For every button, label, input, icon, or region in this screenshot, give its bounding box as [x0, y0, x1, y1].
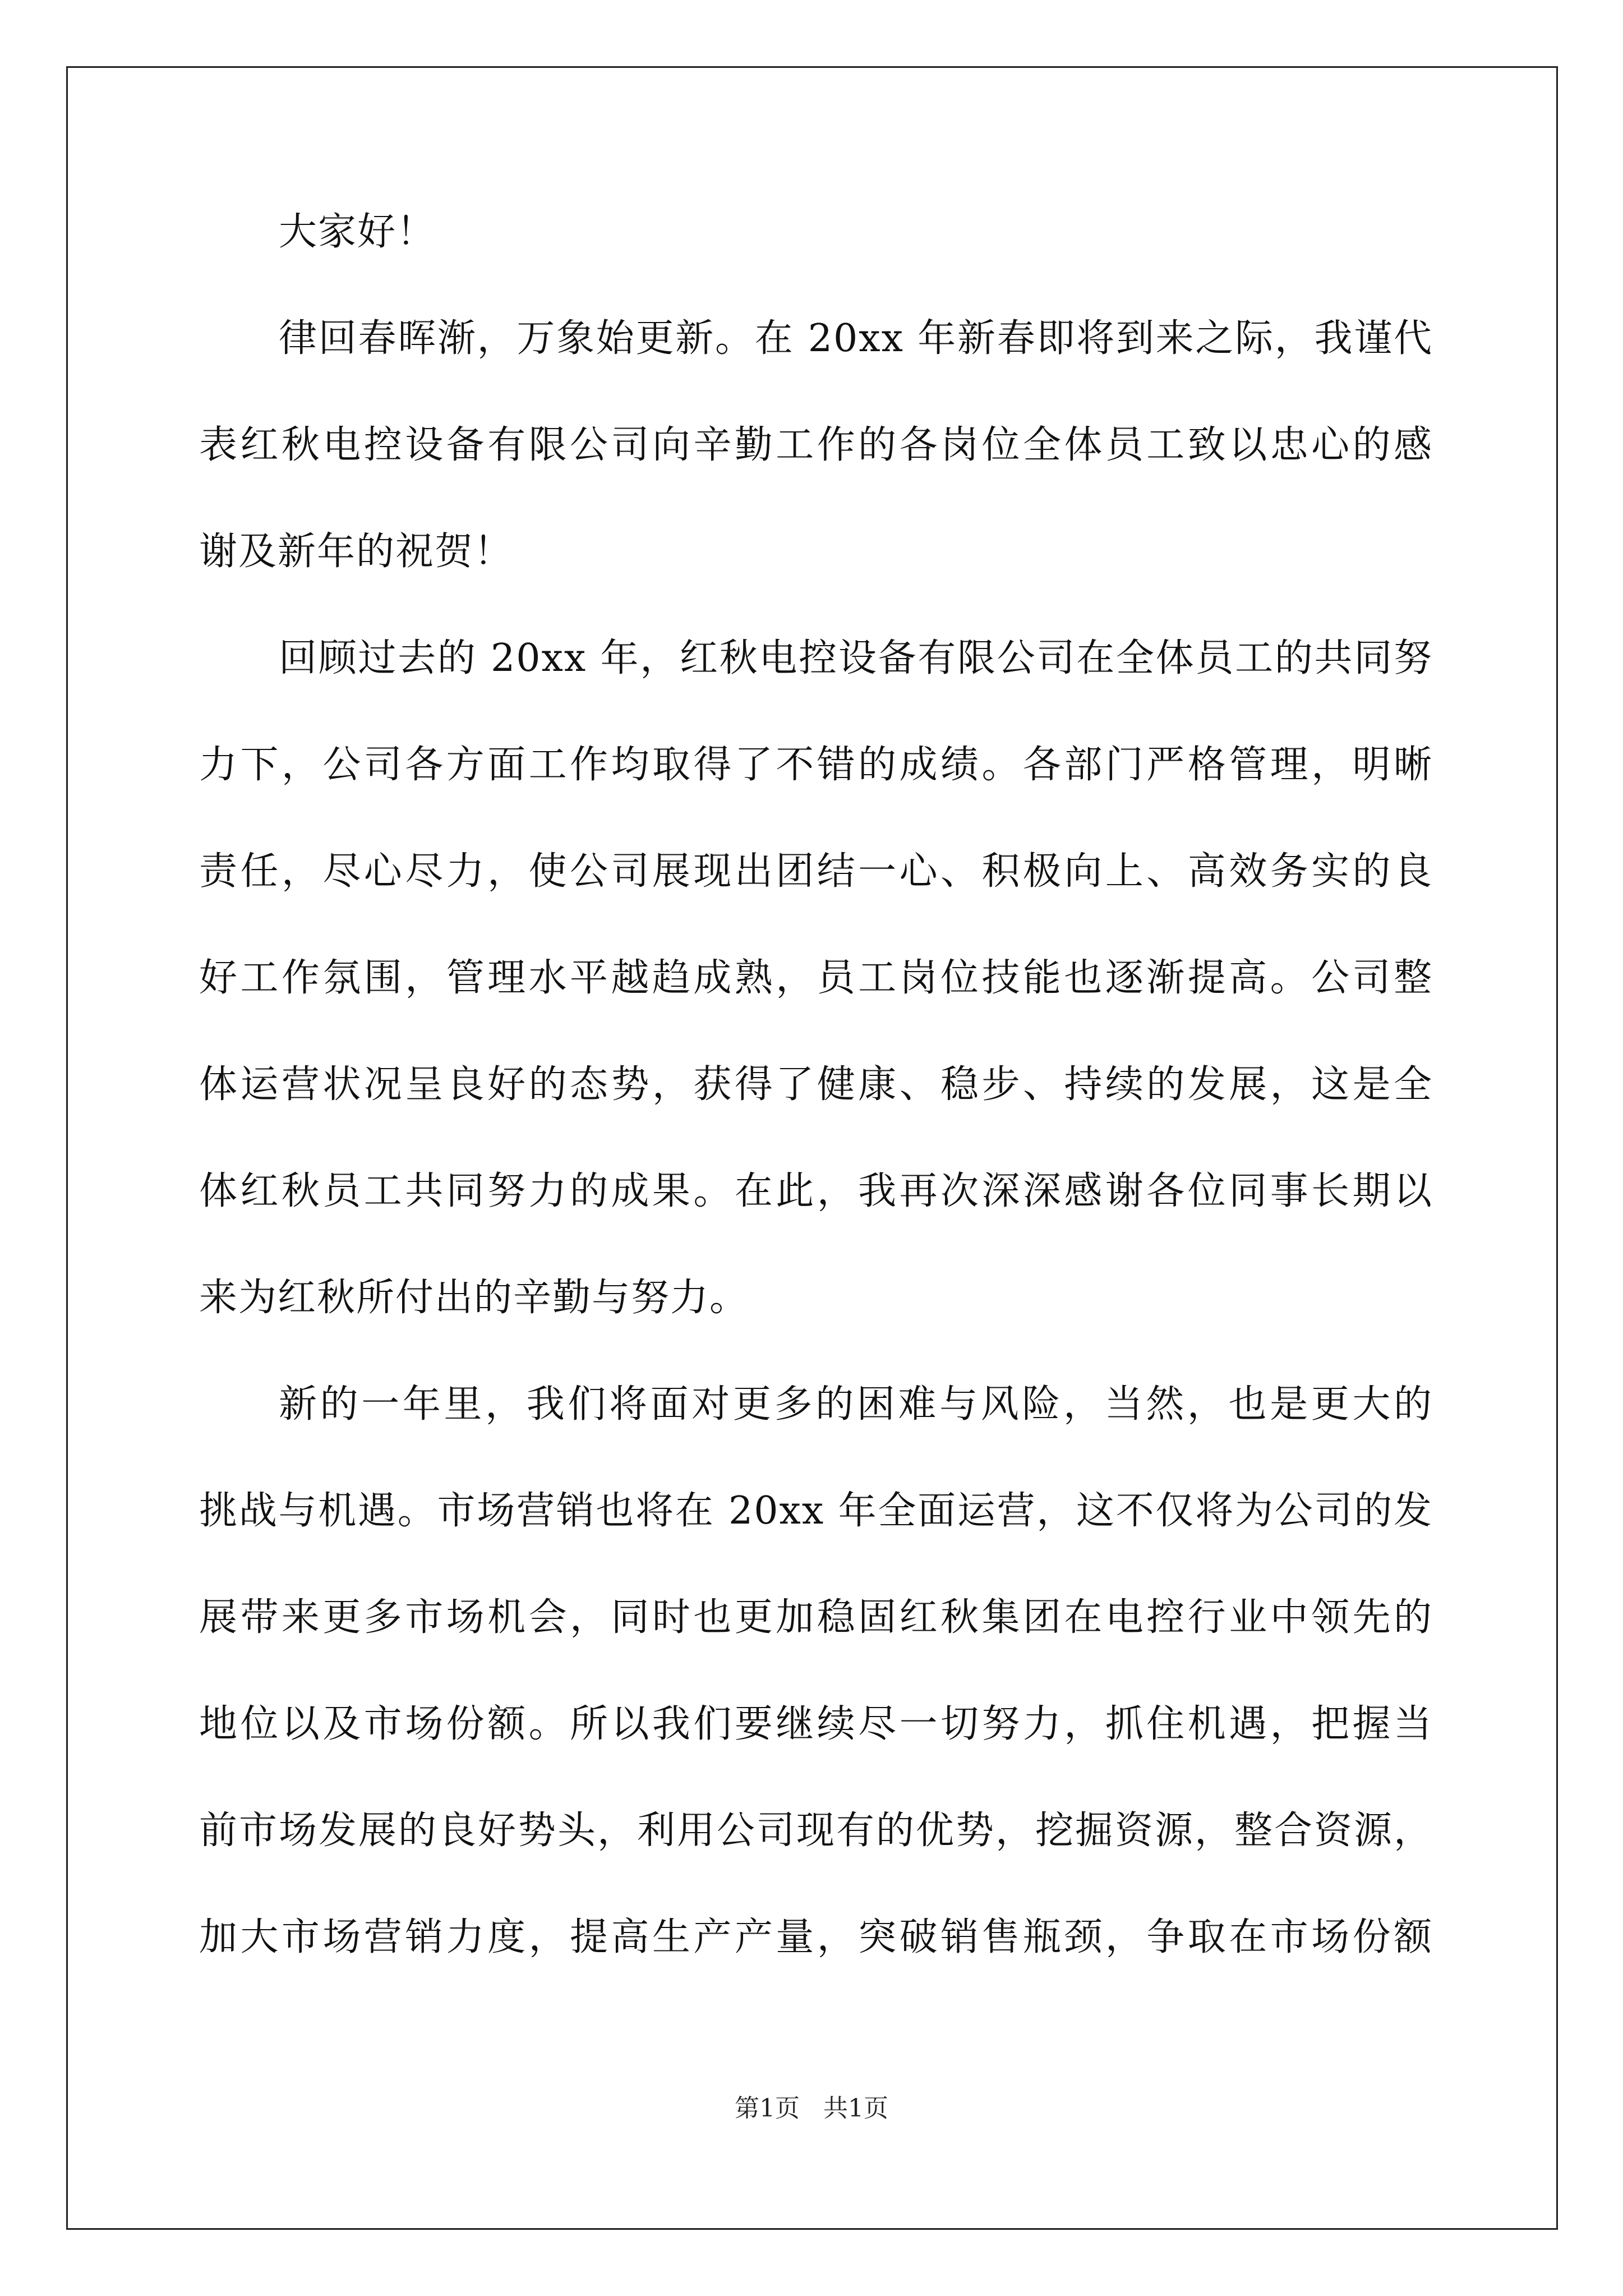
text-line: 加大市场营销力度，提高生产产量，突破销售瓶颈，争取在市场份额 — [199, 1915, 1433, 1959]
text-line: 律回春晖渐，万象始更新。在 20xx 年新春即将到来之际，我谨代 — [279, 316, 1433, 361]
text-line: 展带来更多市场机会，同时也更加稳固红秋集团在电控行业中领先的 — [199, 1595, 1433, 1640]
text-line: 新的一年里，我们将面对更多的困难与风险，当然，也是更大的 — [279, 1382, 1433, 1427]
text-line: 好工作氛围，管理水平越趋成熟，员工岗位技能也逐渐提高。公司整 — [199, 956, 1433, 1000]
text-line: 挑战与机遇。市场营销也将在 20xx 年全面运营，这不仅将为公司的发 — [199, 1489, 1433, 1533]
text-line: 力下，公司各方面工作均取得了不错的成绩。各部门严格管理，明晰 — [199, 743, 1433, 787]
page-footer: 第1页 共1页 — [735, 2094, 888, 2123]
document-body — [199, 210, 1433, 2025]
text-line: 表红秋电控设备有限公司向辛勤工作的各岗位全体员工致以忠心的感 — [199, 423, 1433, 467]
text-line: 地位以及市场份额。所以我们要继续尽一切努力，抓住机遇，把握当 — [199, 1702, 1433, 1746]
text-line: 体红秋员工共同努力的成果。在此，我再次深深感谢各位同事长期以 — [199, 1169, 1433, 1213]
text-line: 来为红秋所付出的辛勤与努力。 — [199, 1276, 749, 1320]
text-line: 体运营状况呈良好的态势，获得了健康、稳步、持续的发展，这是全 — [199, 1062, 1433, 1107]
text-line: 回顾过去的 20xx 年，红秋电控设备有限公司在全体员工的共同努 — [279, 636, 1433, 680]
text-line: 谢及新年的祝贺！ — [199, 530, 514, 574]
text-line: 大家好！ — [279, 210, 436, 254]
text-line: 前市场发展的良好势头，利用公司现有的优势，挖掘资源，整合资源， — [199, 1809, 1433, 1853]
text-line: 责任，尽心尽力，使公司展现出团结一心、积极向上、高效务实的良 — [199, 849, 1433, 894]
